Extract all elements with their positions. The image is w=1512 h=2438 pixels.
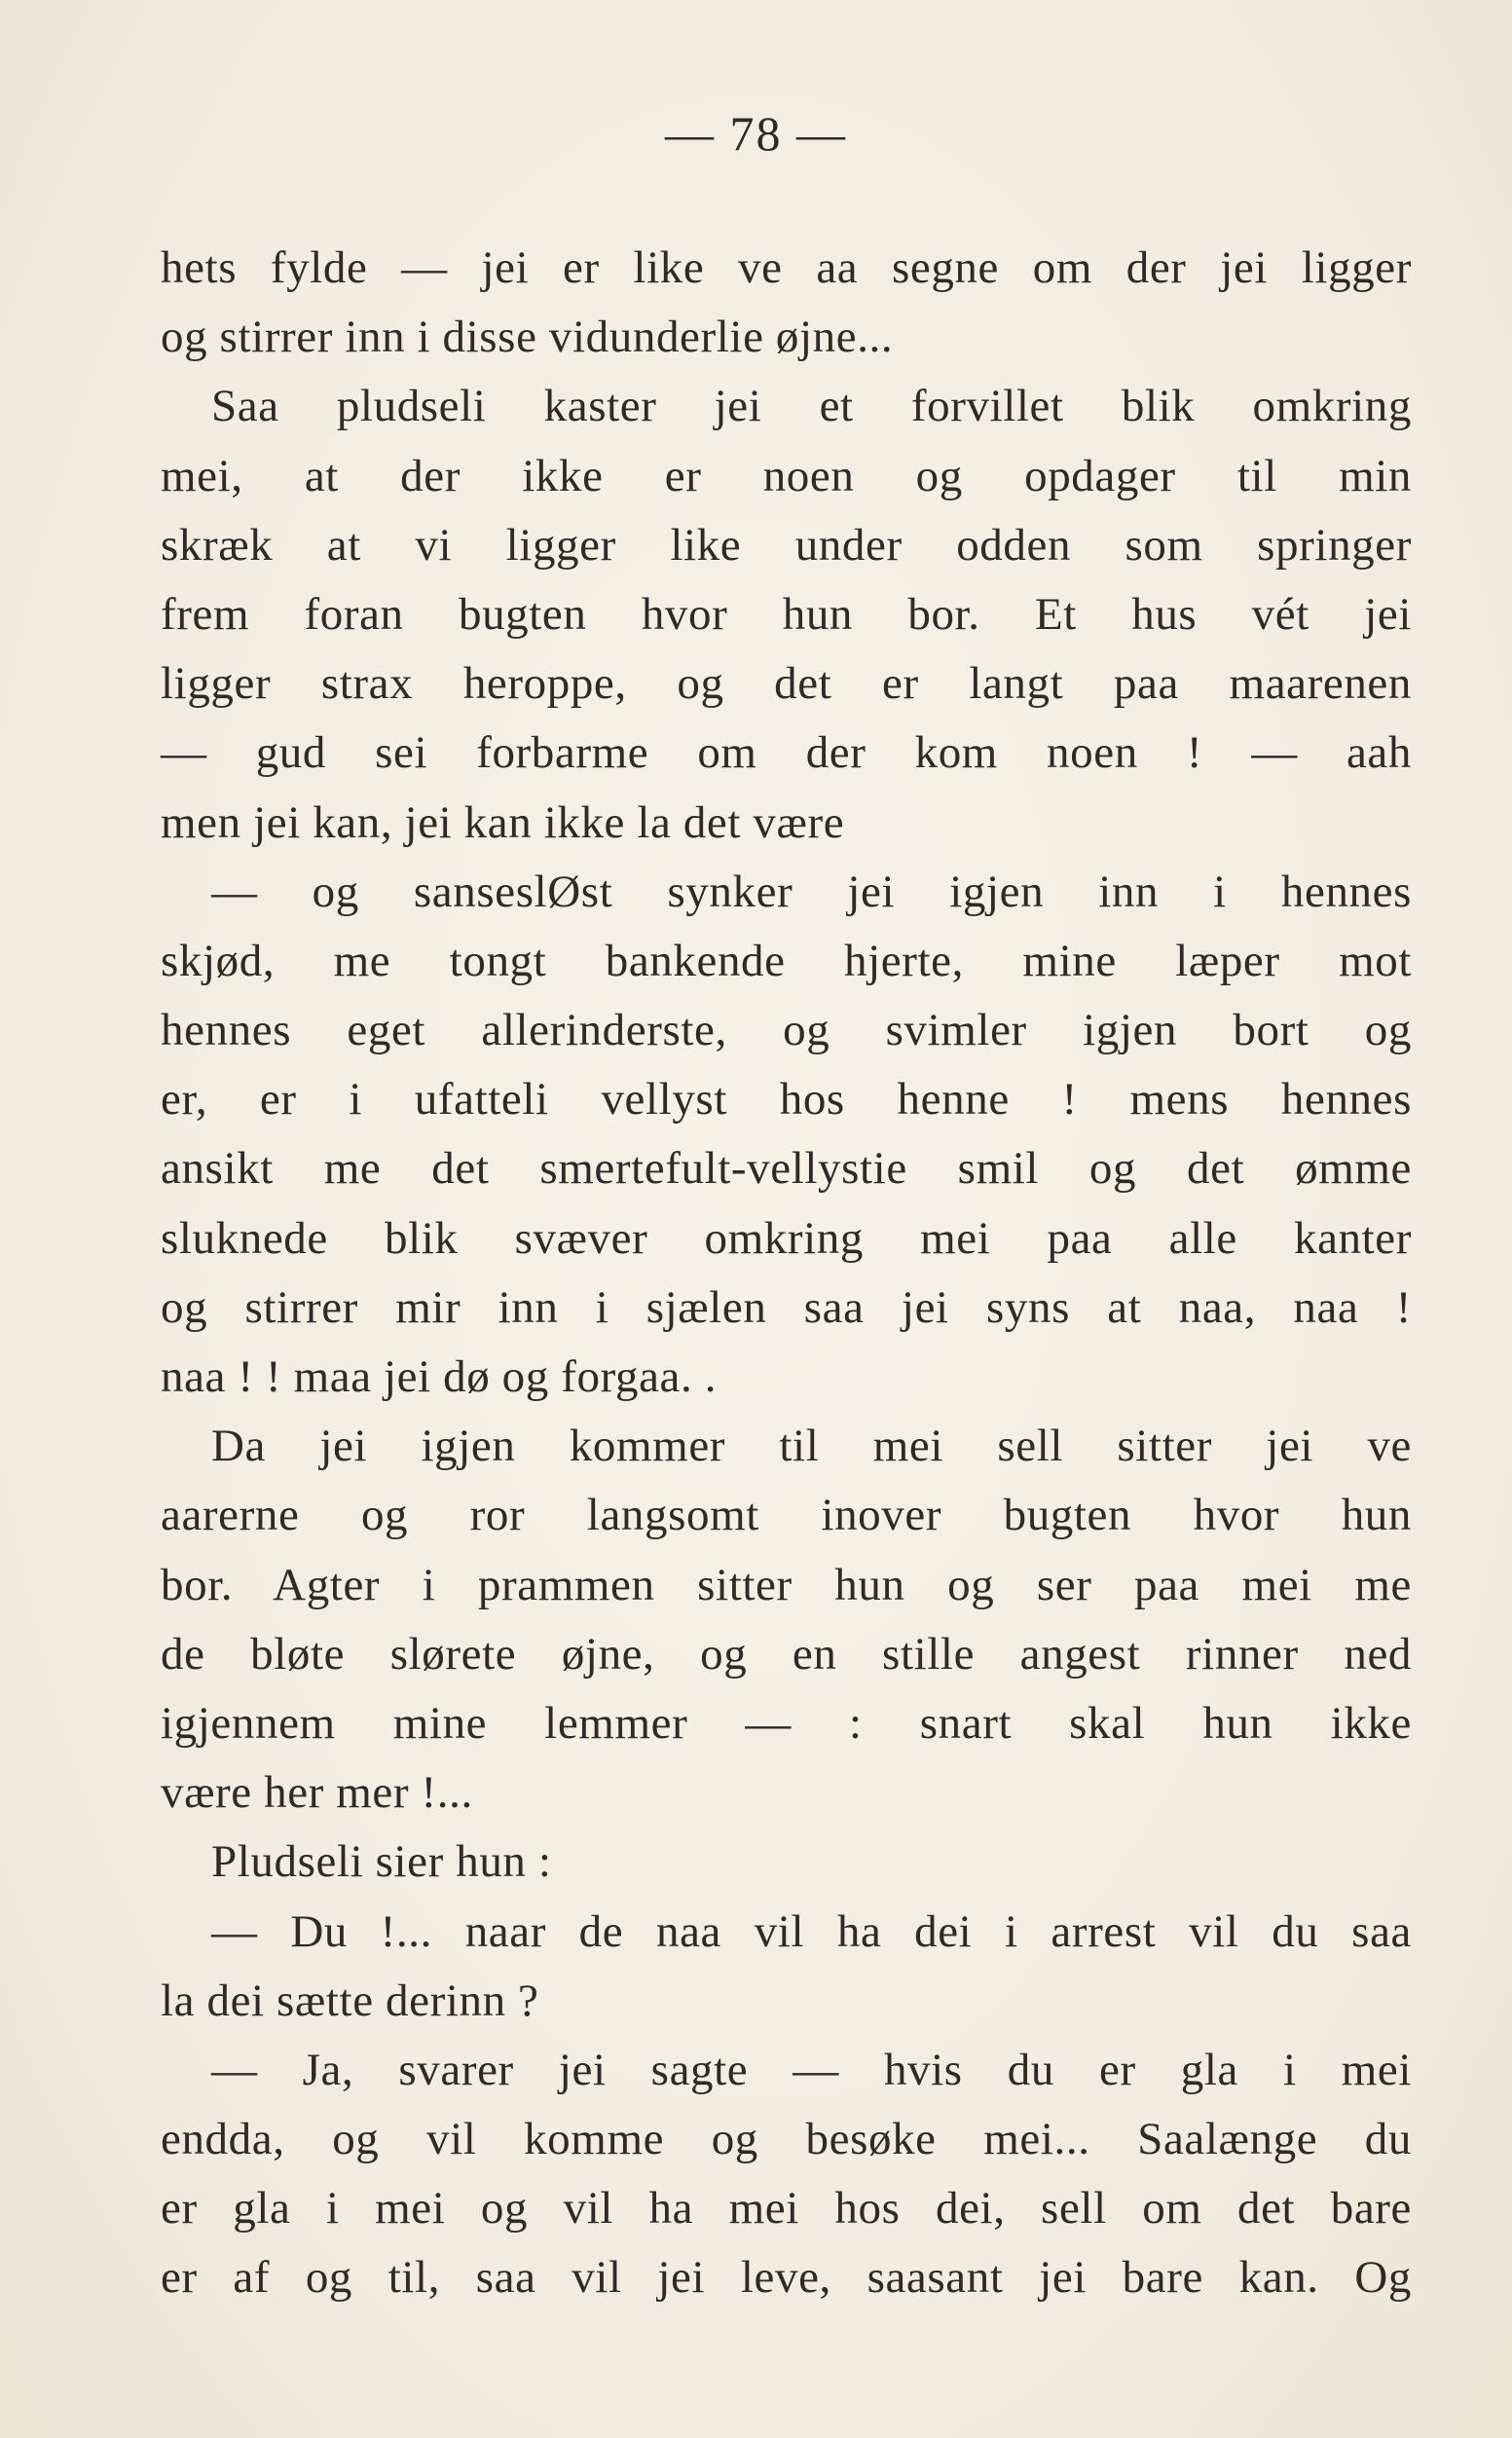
text-line: er, er i ufatteli vellyst hos henne ! mens hennes: [161, 1074, 1412, 1126]
page-number: — 78 —: [665, 106, 847, 161]
text-line: og stirrer inn i disse vidunderlie øjne...: [161, 312, 894, 363]
text-line: aarerne og ror langsomt inover bugten hvor hun: [161, 1490, 1412, 1541]
text-line: ligger strax heroppe, og det er langt paa maarenen: [161, 658, 1412, 710]
text-line: er gla i mei og vil ha mei hos dei, sell om det bare: [161, 2183, 1412, 2235]
text-line: skræk at vi ligger like under odden som springer: [161, 519, 1412, 571]
text-line: ansikt me det smertefult-vellystie smil og det ømme: [161, 1143, 1412, 1195]
text-line: sluknede blik svæver omkring mei paa alle kanter: [161, 1212, 1412, 1264]
text-line: — og sanseslØst synker jei igjen inn i hennes: [211, 866, 1412, 917]
text-line: men jei kan, jei kan ikke la det være: [161, 796, 845, 848]
text-line: — gud sei forbarme om der kom noen ! — aah: [161, 727, 1412, 779]
text-line: og stirrer mir inn i sjælen saa jei syns at naa, naa !: [161, 1281, 1412, 1333]
text-line: — Ja, svarer jei sagte — hvis du er gla i mei: [211, 2044, 1412, 2095]
text-line: naa ! ! maa jei dø og forgaa. .: [161, 1351, 718, 1402]
text-line: bor. Agter i prammen sitter hun og ser paa mei me: [161, 1559, 1412, 1610]
text-line: hets fylde — jei er like ve aa segne om der jei ligger: [161, 242, 1412, 293]
text-line: skjød, me tongt bankende hjerte, mine læper mot: [161, 935, 1412, 986]
text-line: de bløte slørete øjne, og en stille angest rinner ned: [161, 1628, 1412, 1680]
text-line: hennes eget allerinderste, og svimler igjen bort og: [161, 1005, 1412, 1056]
text-line: frem foran bugten hvor hun bor. Et hus vét jei: [161, 588, 1412, 640]
text-line: igjennem mine lemmer — : snart skal hun ikke: [161, 1697, 1412, 1749]
text-line: Pludseli sier hun :: [211, 1836, 552, 1888]
text-line: Da jei igjen kommer til mei sell sitter jei ve: [211, 1421, 1412, 1472]
body-text: [161, 234, 1412, 2313]
text-line: er af og til, saa vil jei leve, saasant jei bare kan. Og: [161, 2252, 1412, 2304]
text-line: endda, og vil komme og besøke mei... Saalænge du: [161, 2114, 1412, 2165]
text-line: — Du !... naar de naa vil ha dei i arrest vil du saa: [211, 1905, 1412, 1957]
text-line: mei, at der ikke er noen og opdager til min: [161, 450, 1412, 501]
text-line: være her mer !...: [161, 1767, 473, 1819]
text-line: Saa pludseli kaster jei et forvillet blik omkring: [211, 381, 1412, 432]
text-line: la dei sætte derinn ?: [161, 1975, 539, 2026]
